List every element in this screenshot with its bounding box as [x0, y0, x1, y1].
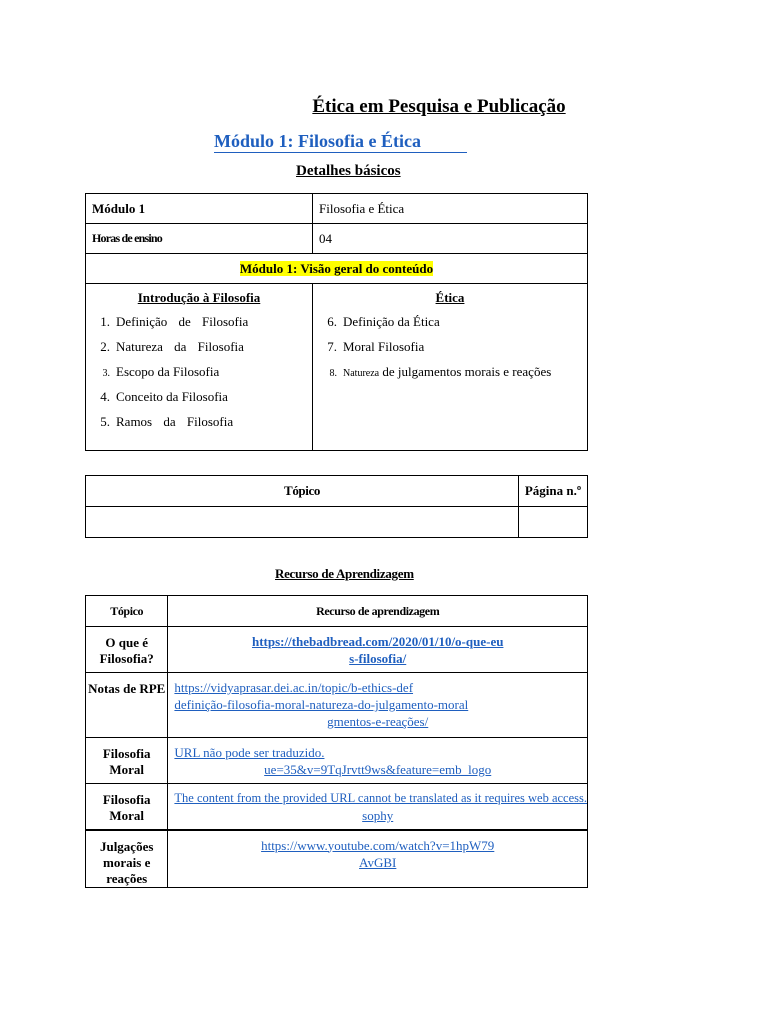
resource-topic: Filosofia Moral [86, 784, 168, 830]
module-subtitle: Módulo 1: Filosofia e Ética [214, 130, 467, 153]
basic-details-heading: Detalhes básicos [296, 163, 401, 179]
resource-topic: Filosofia Moral [86, 738, 168, 784]
page-number-column-header: Página n.º [519, 476, 588, 507]
list-item: 3. Escopo da Filosofia [102, 364, 220, 379]
resource-link[interactable]: https://thebadbread.com/2020/01/10/o-que-eu s-filosofia/ [168, 627, 588, 673]
overview-heading: Módulo 1: Visão geral do conteúdo [86, 254, 588, 284]
table-row [86, 738, 588, 784]
left-column-heading: Introdução à Filosofia [137, 290, 261, 305]
details-table [85, 193, 588, 451]
teaching-hours-value: 04 [313, 224, 588, 254]
resource-topic: Notas de RPE [86, 673, 168, 738]
table-row [86, 784, 588, 830]
page-cell-empty [519, 507, 588, 538]
table-row [86, 673, 588, 738]
teaching-hours-label: Horas de ensino [86, 224, 313, 254]
module-label: Módulo 1 [86, 194, 313, 224]
list-item: 6. Definição da Ética [327, 314, 440, 329]
list-item: 5. Ramos da Filosofia [100, 414, 234, 429]
overview-left-column [86, 284, 313, 451]
topic-column-header: Tópico [86, 476, 519, 507]
table-row [86, 627, 588, 673]
right-column-heading: Ética [435, 290, 465, 305]
list-item: 4. Conceito da Filosofia [100, 389, 228, 404]
resource-link[interactable]: The content from the provided URL cannot be translated as it requires web access. sophy [168, 784, 588, 830]
list-item: 1. Definição de Filosofia [100, 314, 249, 329]
resource-link-header: Recurso de aprendizagem [168, 596, 588, 627]
resource-link[interactable]: https://www.youtube.com/watch?v=1hpW79 AvGBI [168, 830, 588, 888]
document-title: Ética em Pesquisa e Publicação [312, 96, 566, 117]
resource-link[interactable]: https://vidyaprasar.dei.ac.in/topic/b-ethics-def definição-filosofia-moral-natureza-do-julgamento-moral gmentos-e-reações/ [168, 673, 588, 738]
resource-link[interactable]: URL não pode ser traduzido. ue=35&v=9TqJrvtt9ws&feature=emb_logo [168, 738, 588, 784]
learning-resources-table [85, 595, 588, 888]
resource-topic: Julgações morais e reações [86, 830, 168, 888]
list-item: 7. Moral Filosofia [327, 339, 425, 354]
table-row [86, 830, 588, 888]
learning-resources-heading: Recurso de Aprendizagem [275, 566, 414, 581]
module-value: Filosofia e Ética [313, 194, 588, 224]
list-item: 2. Natureza da Filosofia [100, 339, 244, 354]
resource-topic-header: Tópico [86, 596, 168, 627]
overview-right-column [313, 284, 588, 451]
topic-cell-empty [86, 507, 519, 538]
topic-page-table [85, 475, 588, 538]
resource-topic: O que é Filosofia? [86, 627, 168, 673]
list-item: 8. Natureza de julgamentos morais e reações [329, 364, 552, 379]
